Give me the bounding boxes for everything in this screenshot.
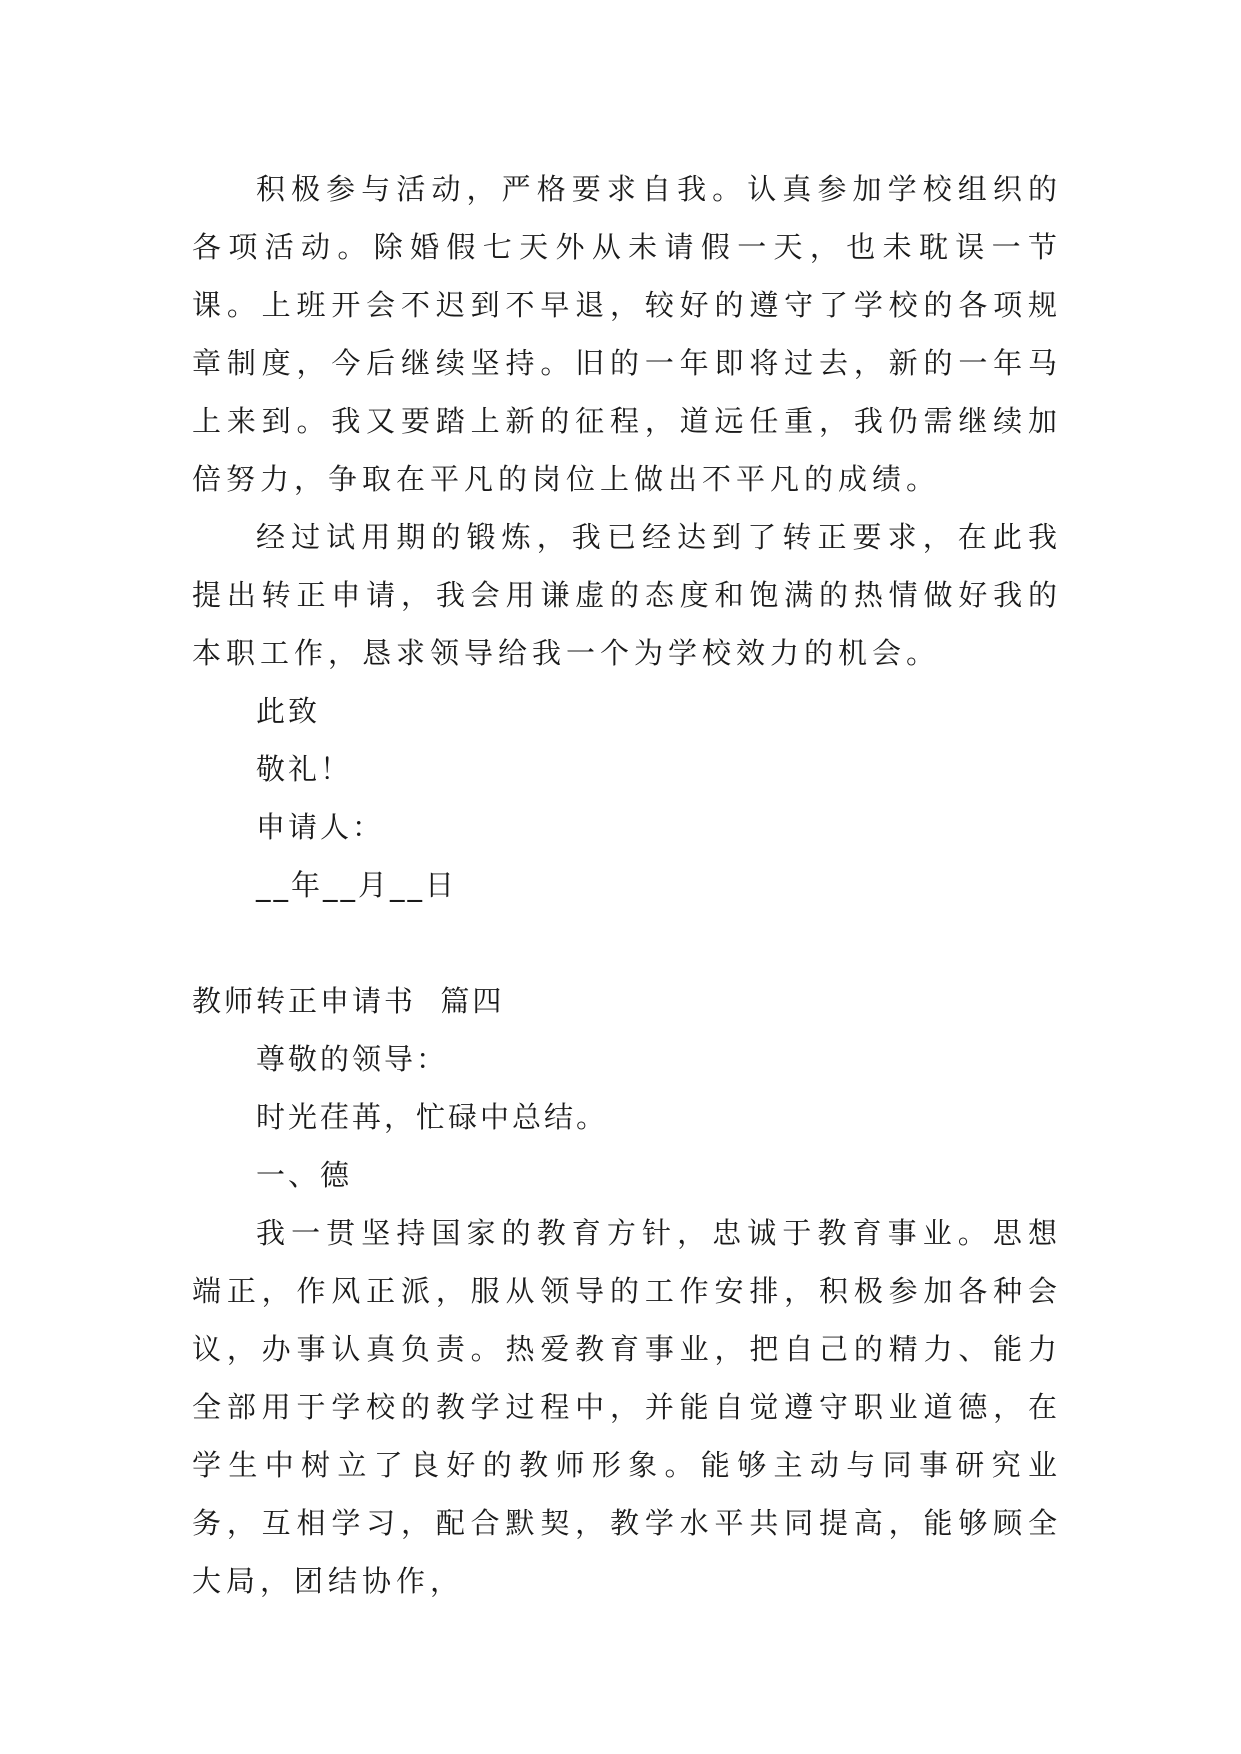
- document-page: [192, 160, 1062, 1610]
- closing-salutation: 此致: [256, 694, 321, 728]
- section-heading: 教师转正申请书 篇四: [192, 984, 505, 1018]
- paragraph-application: 经过试用期的锻炼，我已经达到了转正要求，在此我提出转正申请，我会用谦虚的态度和饱满的热情做好我的本职工作，恳求领导给我一个为学校效力的机会。: [192, 520, 1062, 670]
- intro-line: 时光荏苒，忙碌中总结。: [256, 1100, 609, 1134]
- paragraph-virtue: 我一贯坚持国家的教育方针，忠诚于教育事业。思想端正，作风正派，服从领导的工作安排，积极参加各种会议，办事认真负责。热爱教育事业，把自己的精力、能力全部用于学校的教学过程中，并能自觉遵守职业道德，在学生中树立了良好的教师形象。能够主动与同事研究业务，互相学习，配合默契，教学水平共同提高，能够顾全大局，团结协作，: [192, 1216, 1062, 1598]
- closing-regards: 敬礼！: [256, 752, 353, 786]
- paragraph-activities: 积极参与活动，严格要求自我。认真参加学校组织的各项活动。除婚假七天外从未请假一天，也未耽误一节课。上班开会不迟到不早退，较好的遵守了学校的各项规章制度，今后继续坚持。旧的一年即将过去，新的一年马上来到。我又要踏上新的征程，道远任重，我仍需继续加倍努力，争取在平凡的岗位上做出不平凡的成绩。: [192, 172, 1062, 496]
- applicant-label: 申请人：: [256, 810, 385, 844]
- section-gap: [192, 914, 1062, 972]
- date-line: __年__月__日: [256, 868, 458, 902]
- salutation: 尊敬的领导：: [256, 1042, 449, 1076]
- subheading-virtue: 一、德: [256, 1158, 353, 1192]
